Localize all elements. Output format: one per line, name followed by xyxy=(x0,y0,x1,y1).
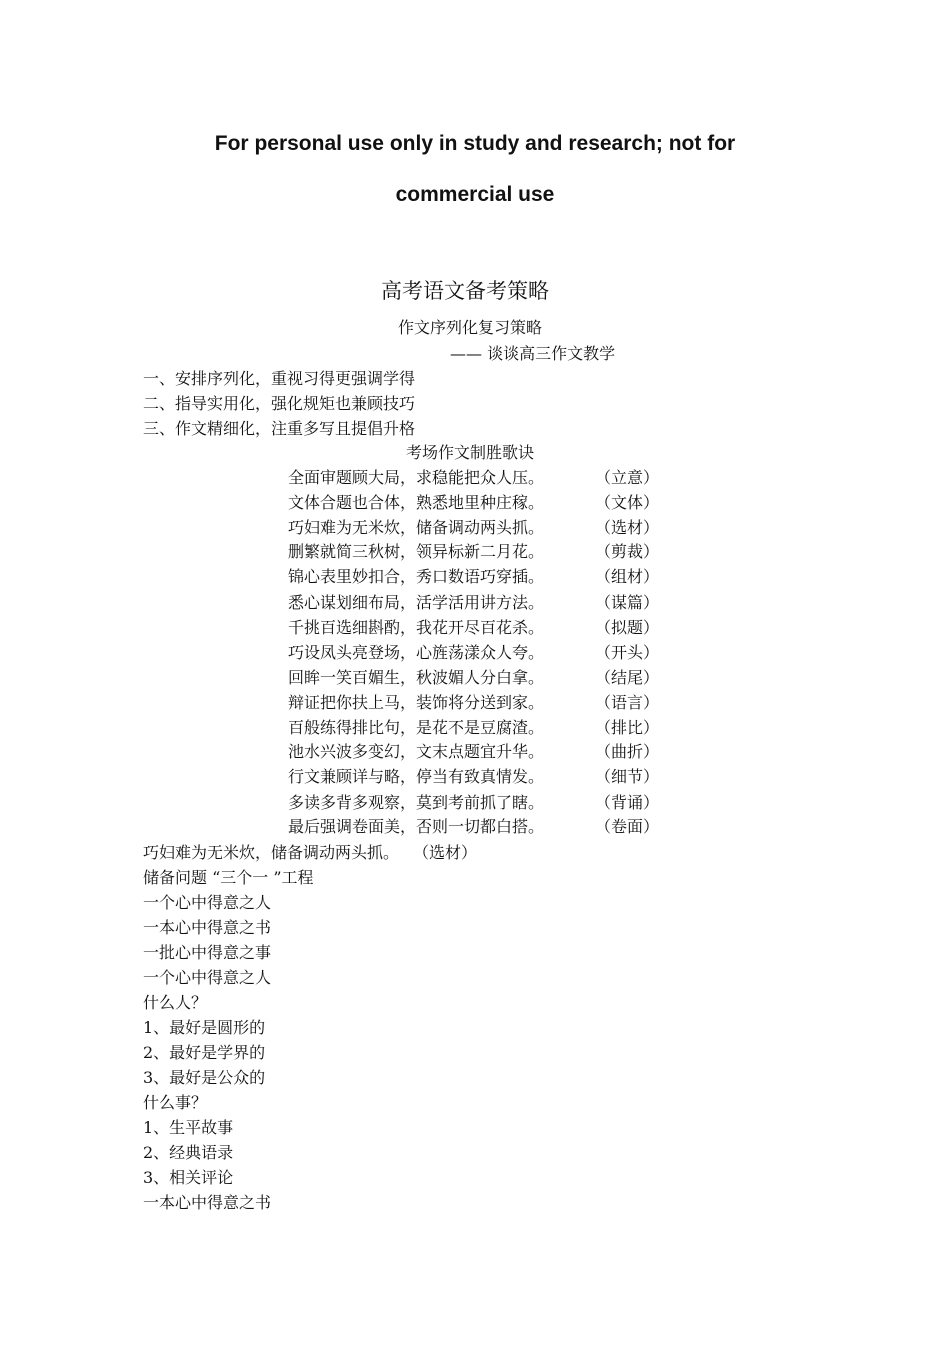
verse-text: 巧妇难为无米炊，储备调动两头抓。 xyxy=(288,518,545,537)
verse-line xyxy=(288,518,660,538)
byline: —— 谈谈高三作文教学 xyxy=(450,344,616,363)
body-line: 2、最好是学界的 xyxy=(143,1043,266,1062)
body-line: 什么人？ xyxy=(143,993,208,1012)
outline-item: 二、指导实用化，强化规矩也兼顾技巧 xyxy=(143,394,416,413)
verse-line xyxy=(288,668,660,688)
verse-text: 回眸一笑百媚生，秋波媚人分白拿。 xyxy=(288,668,545,687)
verse-tag: （谋篇） xyxy=(595,593,660,612)
verse-tag: （曲折） xyxy=(595,742,660,761)
verse-text: 行文兼顾详与略，停当有致真情发。 xyxy=(288,767,545,786)
body-line: 一本心中得意之书 xyxy=(143,918,272,937)
verse-line xyxy=(288,593,660,613)
outline-item: 一、安排序列化，重视习得更强调学得 xyxy=(143,369,416,388)
selected-verse-text: 巧妇难为无米炊，储备调动两头抓。 xyxy=(143,843,400,862)
verse-line xyxy=(288,468,660,488)
outline-item: 三、作文精细化，注重多写且提倡升格 xyxy=(143,419,416,438)
body-line: 储备问题 “三个一 ”工程 xyxy=(143,868,314,887)
verse-text: 全面审题顾大局，求稳能把众人压。 xyxy=(288,468,545,487)
verse-tag: （背诵） xyxy=(595,793,660,812)
verse-tag: （拟题） xyxy=(595,618,660,637)
verse-text: 锦心表里妙扣合，秀口数语巧穿插。 xyxy=(288,567,545,586)
verse-text: 辩证把你扶上马，装饰将分送到家。 xyxy=(288,693,545,712)
verse-line xyxy=(288,643,660,663)
verse-line xyxy=(288,567,660,587)
verse-tag: （开头） xyxy=(595,643,660,662)
body-line: 一批心中得意之事 xyxy=(143,943,272,962)
copyright-notice-line1: For personal use only in study and research; not for xyxy=(214,132,736,155)
body-line: 一个心中得意之人 xyxy=(143,893,272,912)
verse-text: 文体合题也合体，熟悉地里种庄稼。 xyxy=(288,493,545,512)
body-line: 2、经典语录 xyxy=(143,1143,234,1162)
body-line: 1、生平故事 xyxy=(143,1118,234,1137)
verse-line xyxy=(288,542,660,562)
verse-tag: （选材） xyxy=(595,518,660,537)
body-line: 一本心中得意之书 xyxy=(143,1193,272,1212)
song-title: 考场作文制胜歌诀 xyxy=(405,443,534,462)
subtitle: 作文序列化复习策略 xyxy=(397,318,542,337)
verse-line xyxy=(288,767,660,787)
verse-text: 巧设凤头亮登场，心旌荡漾众人夸。 xyxy=(288,643,545,662)
verse-line xyxy=(288,718,660,738)
verse-tag: （排比） xyxy=(595,718,660,737)
verse-tag: （语言） xyxy=(595,693,660,712)
verse-tag: （剪裁） xyxy=(595,542,660,561)
verse-tag: （立意） xyxy=(595,468,660,487)
verse-line xyxy=(288,793,660,813)
body-line: 什么事？ xyxy=(143,1093,208,1112)
verse-line xyxy=(288,693,660,713)
verse-tag: （细节） xyxy=(595,767,660,786)
verse-tag: （组材） xyxy=(595,567,660,586)
body-line: 一个心中得意之人 xyxy=(143,968,272,987)
verse-tag: （卷面） xyxy=(595,817,660,836)
verse-text: 删繁就简三秋树，领异标新二月花。 xyxy=(288,542,545,561)
selected-verse xyxy=(143,843,477,863)
copyright-notice-line2: commercial use xyxy=(395,183,555,206)
verse-tag: （文体） xyxy=(595,493,660,512)
body-line: 3、相关评论 xyxy=(143,1168,234,1187)
verse-tag: （结尾） xyxy=(595,668,660,687)
verse-text: 多读多背多观察，莫到考前抓了瞎。 xyxy=(288,793,545,812)
verse-text: 最后强调卷面美，否则一切都白搭。 xyxy=(288,817,545,836)
verse-text: 千挑百选细斟酌，我花开尽百花杀。 xyxy=(288,618,545,637)
verse-line xyxy=(288,817,660,837)
page-title: 高考语文备考策略 xyxy=(381,279,549,303)
verse-text: 百般练得排比句，是花不是豆腐渣。 xyxy=(288,718,545,737)
selected-verse-tag: （选材） xyxy=(421,843,478,862)
verse-line xyxy=(288,742,660,762)
verse-line xyxy=(288,618,660,638)
verse-line xyxy=(288,493,660,513)
verse-text: 池水兴波多变幻，文末点题宜升华。 xyxy=(288,742,545,761)
body-line: 3、最好是公众的 xyxy=(143,1068,266,1087)
verse-text: 悉心谋划细布局，活学活用讲方法。 xyxy=(288,593,545,612)
body-line: 1、最好是圆形的 xyxy=(143,1018,266,1037)
